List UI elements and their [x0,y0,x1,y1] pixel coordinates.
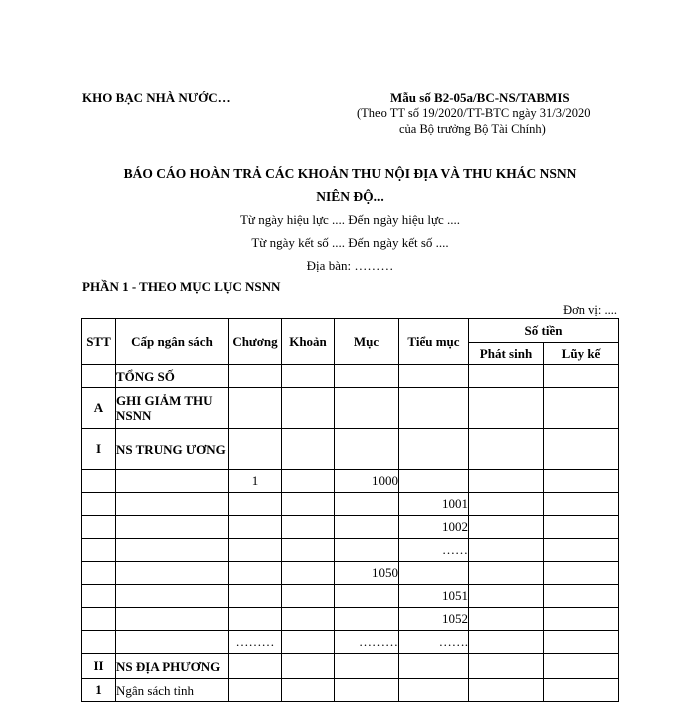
row-subsection [399,679,469,702]
header-section: Mục [335,319,399,365]
row-section [335,585,399,608]
row-chapter [229,654,282,679]
row-label [116,470,229,493]
table-row [82,631,619,654]
row-label: GHI GIẢM THU NSNN [116,388,229,429]
area-label: Địa bàn: ……… [306,258,394,273]
row-stt [82,493,116,516]
row-label [116,493,229,516]
table-row [82,562,619,585]
row-subsection: ……. [399,631,469,654]
table-row [82,608,619,631]
row-label [116,539,229,562]
table-row [82,585,619,608]
row-chapter [229,679,282,702]
row-section [335,539,399,562]
table-row [82,679,619,702]
row-cumulative [544,388,619,429]
form-reference-line1: (Theo TT số 19/2020/TT-BTC ngày 31/3/2020 [357,106,591,120]
row-section [335,654,399,679]
table-row [82,654,619,679]
row-section [335,516,399,539]
row-section [335,608,399,631]
table-row [82,429,619,470]
header-cumulative: Lũy kế [544,343,619,365]
row-cumulative [544,365,619,388]
row-cumulative [544,539,619,562]
header-arising: Phát sinh [469,343,544,365]
row-cumulative [544,429,619,470]
row-item [282,470,335,493]
row-subsection: 1051 [399,585,469,608]
row-stt [82,516,116,539]
row-label [116,608,229,631]
row-subsection: 1052 [399,608,469,631]
row-chapter [229,539,282,562]
row-label: NS ĐỊA PHƯƠNG [116,654,229,679]
report-title: BÁO CÁO HOÀN TRẢ CÁC KHOẢN THU NỘI ĐỊA VÀ THU KHÁC NSNN [123,166,577,181]
row-chapter: 1 [229,470,282,493]
row-chapter [229,516,282,539]
row-arising [469,365,544,388]
agency-name: KHO BẠC NHÀ NƯỚC… [82,90,231,105]
row-cumulative [544,631,619,654]
table-row [82,493,619,516]
row-item [282,631,335,654]
table-row [82,470,619,493]
row-stt [82,470,116,493]
row-section [335,493,399,516]
row-cumulative [544,585,619,608]
row-subsection: 1002 [399,516,469,539]
row-arising [469,388,544,429]
row-subsection [399,365,469,388]
row-item [282,539,335,562]
row-subsection [399,429,469,470]
row-item [282,562,335,585]
row-chapter [229,493,282,516]
header-amount: Số tiền [469,319,619,343]
header-subsection: Tiểu mục [399,319,469,365]
form-code: Mẫu số B2-05a/BC-NS/TABMIS [390,90,570,105]
row-label [116,585,229,608]
row-cumulative [544,608,619,631]
row-item [282,493,335,516]
row-item [282,679,335,702]
report-table [81,318,619,702]
row-label [116,516,229,539]
row-arising [469,516,544,539]
row-stt [82,631,116,654]
row-label: Ngân sách tỉnh [116,679,229,702]
row-subsection [399,388,469,429]
row-chapter [229,562,282,585]
row-arising [469,608,544,631]
closing-date-range: Từ ngày kết số .... Đến ngày kết số .... [251,235,449,250]
row-chapter [229,585,282,608]
header-item: Khoản [282,319,335,365]
table-row [82,388,619,429]
row-section [335,388,399,429]
header-chapter: Chương [229,319,282,365]
table-row [82,365,619,388]
row-arising [469,654,544,679]
fiscal-year: NIÊN ĐỘ... [316,189,384,204]
header-budget-level: Cấp ngân sách [116,319,229,365]
unit-label: Đơn vị: .... [563,303,617,317]
row-chapter [229,388,282,429]
row-label [116,562,229,585]
table-row [82,516,619,539]
row-stt: A [82,388,116,429]
row-label: NS TRUNG ƯƠNG [116,429,229,470]
row-arising [469,493,544,516]
row-arising [469,562,544,585]
row-cumulative [544,493,619,516]
row-section [335,365,399,388]
row-arising [469,470,544,493]
row-section: 1000 [335,470,399,493]
row-subsection: …… [399,539,469,562]
row-subsection [399,654,469,679]
row-arising [469,631,544,654]
row-label: TỔNG SỐ [116,365,229,388]
row-arising [469,539,544,562]
row-stt [82,539,116,562]
row-arising [469,429,544,470]
row-subsection [399,470,469,493]
row-section [335,429,399,470]
table-row [82,539,619,562]
header-stt: STT [82,319,116,365]
row-subsection [399,562,469,585]
row-item [282,388,335,429]
row-section [335,679,399,702]
row-item [282,608,335,631]
row-arising [469,679,544,702]
row-item [282,365,335,388]
row-chapter [229,429,282,470]
row-stt [82,365,116,388]
row-cumulative [544,516,619,539]
row-stt: II [82,654,116,679]
form-reference-line2: của Bộ trưởng Bộ Tài Chính) [399,122,546,136]
row-item [282,654,335,679]
row-section: 1050 [335,562,399,585]
row-cumulative [544,654,619,679]
row-item [282,429,335,470]
row-stt: I [82,429,116,470]
row-stt: 1 [82,679,116,702]
section-title: PHẦN 1 - THEO MỤC LỤC NSNN [82,279,281,294]
row-item [282,585,335,608]
row-stt [82,585,116,608]
row-stt [82,608,116,631]
row-label [116,631,229,654]
row-chapter [229,365,282,388]
row-cumulative [544,562,619,585]
row-arising [469,585,544,608]
row-item [282,516,335,539]
row-cumulative [544,679,619,702]
row-section: ……… [335,631,399,654]
row-chapter: ……… [229,631,282,654]
row-cumulative [544,470,619,493]
row-subsection: 1001 [399,493,469,516]
effective-date-range: Từ ngày hiệu lực .... Đến ngày hiệu lực .... [239,212,461,227]
row-stt [82,562,116,585]
row-chapter [229,608,282,631]
